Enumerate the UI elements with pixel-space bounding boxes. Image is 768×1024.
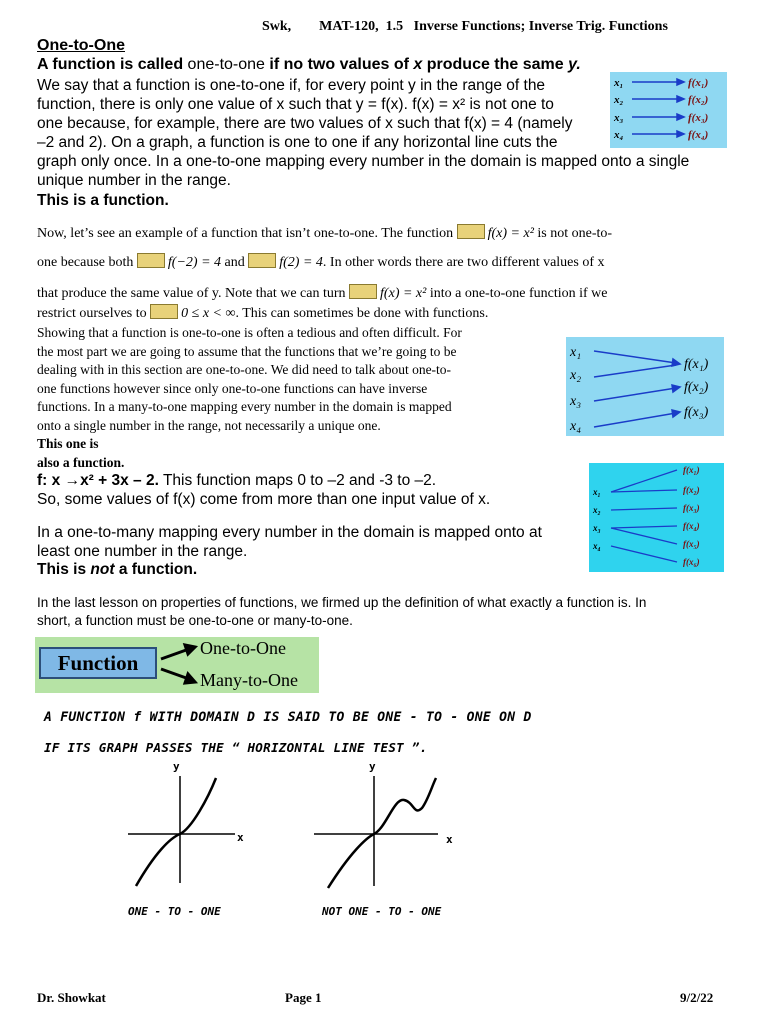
bold-text: f: x — [37, 472, 65, 489]
equation: f(x) = x² — [380, 286, 427, 301]
text-line: In the last lesson on properties of functions, we firmed up the definition of what exactly a function is. In — [37, 595, 647, 610]
graph-not-one-to-one — [310, 758, 460, 918]
text-line: In a one-to-many mapping every number in the domain is mapped onto at — [37, 524, 542, 541]
handwritten-definition: A FUNCTION f WITH DOMAIN D IS SAID TO BE ONE - TO - ONE ON D — [44, 710, 532, 725]
example-note: So, some values of f(x) come from more than one input value of x. — [37, 491, 491, 508]
text-run: one because both — [37, 255, 134, 270]
function-box: Function — [39, 647, 157, 679]
equation: f(2) = 4 — [279, 255, 323, 270]
equation-object-icon — [457, 224, 485, 239]
one-to-one-mapping — [610, 72, 727, 148]
section-title: One-to-One — [37, 37, 125, 54]
text-line: Showing that a function is one-to-one is often a tedious and often difficult. For — [37, 325, 462, 340]
text-run: restrict ourselves to — [37, 306, 147, 321]
arrowhead — [185, 674, 195, 683]
example-line-3 — [37, 284, 608, 303]
footer-author: Dr. Showkat — [37, 990, 106, 1005]
domain-label: x₃ — [593, 523, 601, 533]
domain-label: x₄ — [570, 419, 582, 434]
arrow-icon — [161, 649, 189, 659]
domain-label: x₁ — [593, 487, 601, 497]
text-line: functions. In a many-to-one mapping every number in the domain is mapped — [37, 399, 452, 414]
text-line: one because, for example, there are two values of x such that f(x) = 4 (namely — [37, 115, 573, 132]
domain-label: x₄ — [614, 129, 624, 141]
domain-label: x₁ — [614, 77, 624, 89]
text-line: –2 and 2). On a graph, a function is one to one if any horizontal line cuts the — [37, 134, 558, 151]
text-run: that produce the same value of y. Note that we can turn — [37, 286, 346, 301]
example-line-4 — [37, 304, 488, 323]
many-to-one-mapping — [566, 337, 724, 436]
equation-object-icon — [248, 253, 276, 268]
equation: f(−2) = 4 — [167, 255, 222, 270]
text-run: is not one-to- — [537, 226, 613, 241]
range-label: f(x₆) — [683, 557, 700, 567]
definition-term: one-to-one — [187, 56, 265, 73]
text-run: . In other words there are two different values of x — [322, 255, 605, 270]
emphasis: not — [90, 561, 115, 578]
text-run: onto a single number in the range, not necessarily a unique one. — [37, 417, 381, 433]
curve — [136, 778, 216, 886]
axis-label: y — [173, 760, 180, 773]
domain-label: x₁ — [570, 345, 582, 360]
text-run: and — [224, 255, 245, 270]
branch-one-to-one: One-to-One — [200, 638, 286, 658]
definition-part: A function is called — [37, 56, 188, 73]
text-line: one functions however since only one-to-one functions can have inverse — [37, 380, 428, 396]
range-label: f(x₃) — [684, 405, 709, 420]
equation: 0 ≤ x < ∞ — [181, 306, 236, 321]
range-label: f(x₅) — [683, 539, 700, 549]
equation: f(x) = x² — [487, 226, 534, 241]
function-types-diagram — [35, 637, 319, 693]
equation-object-icon — [349, 284, 377, 299]
arrow-icon — [161, 669, 189, 679]
text-line: unique number in the range. — [37, 172, 231, 189]
text-line: the most part we are going to assume that the functions that we’re going to be — [37, 343, 457, 359]
domain-label: x₃ — [614, 112, 624, 124]
bold-text: a function. — [114, 561, 198, 578]
equation-object-icon — [150, 304, 178, 319]
graph2-caption: NOT ONE - TO - ONE — [322, 905, 442, 918]
one-to-one-mapping-diagram — [610, 72, 727, 148]
axis-label: x — [237, 831, 244, 844]
range-label: f(x₂) — [688, 94, 709, 106]
axis-label: x — [446, 833, 453, 846]
graph-one-to-one — [120, 758, 260, 918]
text-line: function, there is only one value of x such that y = f(x). f(x) = x² is not one to — [37, 96, 554, 113]
text-line: graph only once. In a one-to-one mapping every number in the domain is mapped onto a single — [37, 153, 690, 170]
footer-date: 9/2/22 — [680, 990, 714, 1005]
paragraph-many-to-one — [37, 324, 462, 472]
arrow-icon: → — [64, 472, 81, 489]
page-header: Swk, MAT-120, 1.5 Inverse Functions; Inverse Trig. Functions — [262, 19, 668, 34]
text-line: short, a function must be one-to-one or many-to-one. — [37, 613, 353, 628]
range-label: f(x₃) — [683, 503, 700, 513]
text-run: . This can sometimes be done with functions. — [235, 306, 489, 321]
bold-text: This is — [37, 561, 91, 578]
range-label: f(x₃) — [688, 112, 709, 124]
text-line: least one number in the range. — [37, 543, 248, 560]
many-to-one-mapping-diagram — [566, 337, 724, 436]
definition-var: x — [413, 56, 423, 73]
bold-text: x² + 3x – 2. — [80, 472, 159, 489]
text-run: Now, let’s see an example of a function that isn’t one-to-one. The function — [37, 226, 454, 241]
paragraph-one-to-many — [37, 523, 542, 561]
footer-page: Page 1 — [285, 990, 322, 1005]
definition-var: y. — [568, 56, 581, 73]
definition-part: produce the same — [422, 56, 569, 73]
range-label: f(x₁) — [688, 77, 709, 89]
branch-arrows — [159, 637, 199, 693]
text-line — [37, 417, 462, 454]
range-label: f(x₄) — [683, 521, 700, 531]
example-function — [37, 472, 436, 490]
branch-many-to-one: Many-to-One — [200, 670, 298, 690]
one-to-many-mapping — [589, 463, 724, 572]
arrowhead — [185, 645, 195, 654]
range-label: f(x₄) — [688, 129, 709, 141]
domain-label: x₂ — [593, 505, 601, 515]
equation-object-icon — [137, 253, 165, 268]
range-label: f(x₁) — [684, 357, 709, 372]
curve — [328, 778, 436, 888]
range-label: f(x₂) — [684, 380, 709, 395]
one-to-many-mapping-diagram — [589, 463, 724, 572]
domain-label: x₂ — [570, 368, 582, 383]
text-run: This function maps 0 to –2 and -3 to –2. — [158, 472, 437, 489]
example-line-1 — [37, 224, 612, 243]
handwritten-condition: IF ITS GRAPH PASSES THE “ HORIZONTAL LINE TEST ”. — [44, 740, 428, 755]
text-line: We say that a function is one-to-one if, for every point y in the range of the — [37, 77, 546, 94]
not-a-function — [37, 561, 197, 579]
definition-part: if no two values of — [264, 56, 414, 73]
bold-text: This one is — [37, 436, 99, 451]
range-label: f(x₁) — [683, 465, 700, 475]
domain-label: x₄ — [593, 541, 601, 551]
text-run: into a one-to-one function if we — [429, 286, 608, 301]
graph1-caption: ONE - TO - ONE — [128, 905, 221, 918]
summary-paragraph — [37, 594, 646, 630]
paragraph-one-to-one — [37, 76, 689, 190]
example-line-2 — [37, 253, 605, 272]
domain-label: x₂ — [614, 94, 624, 106]
domain-label: x₃ — [570, 394, 582, 409]
definition — [37, 56, 581, 74]
range-label: f(x₂) — [683, 485, 700, 495]
this-is-function: This is a function. — [37, 192, 169, 209]
text-line: dealing with in this section are one-to-one. We did need to talk about one-to- — [37, 362, 452, 377]
axis-label: y — [369, 760, 376, 773]
bold-text: also a function. — [37, 454, 125, 470]
